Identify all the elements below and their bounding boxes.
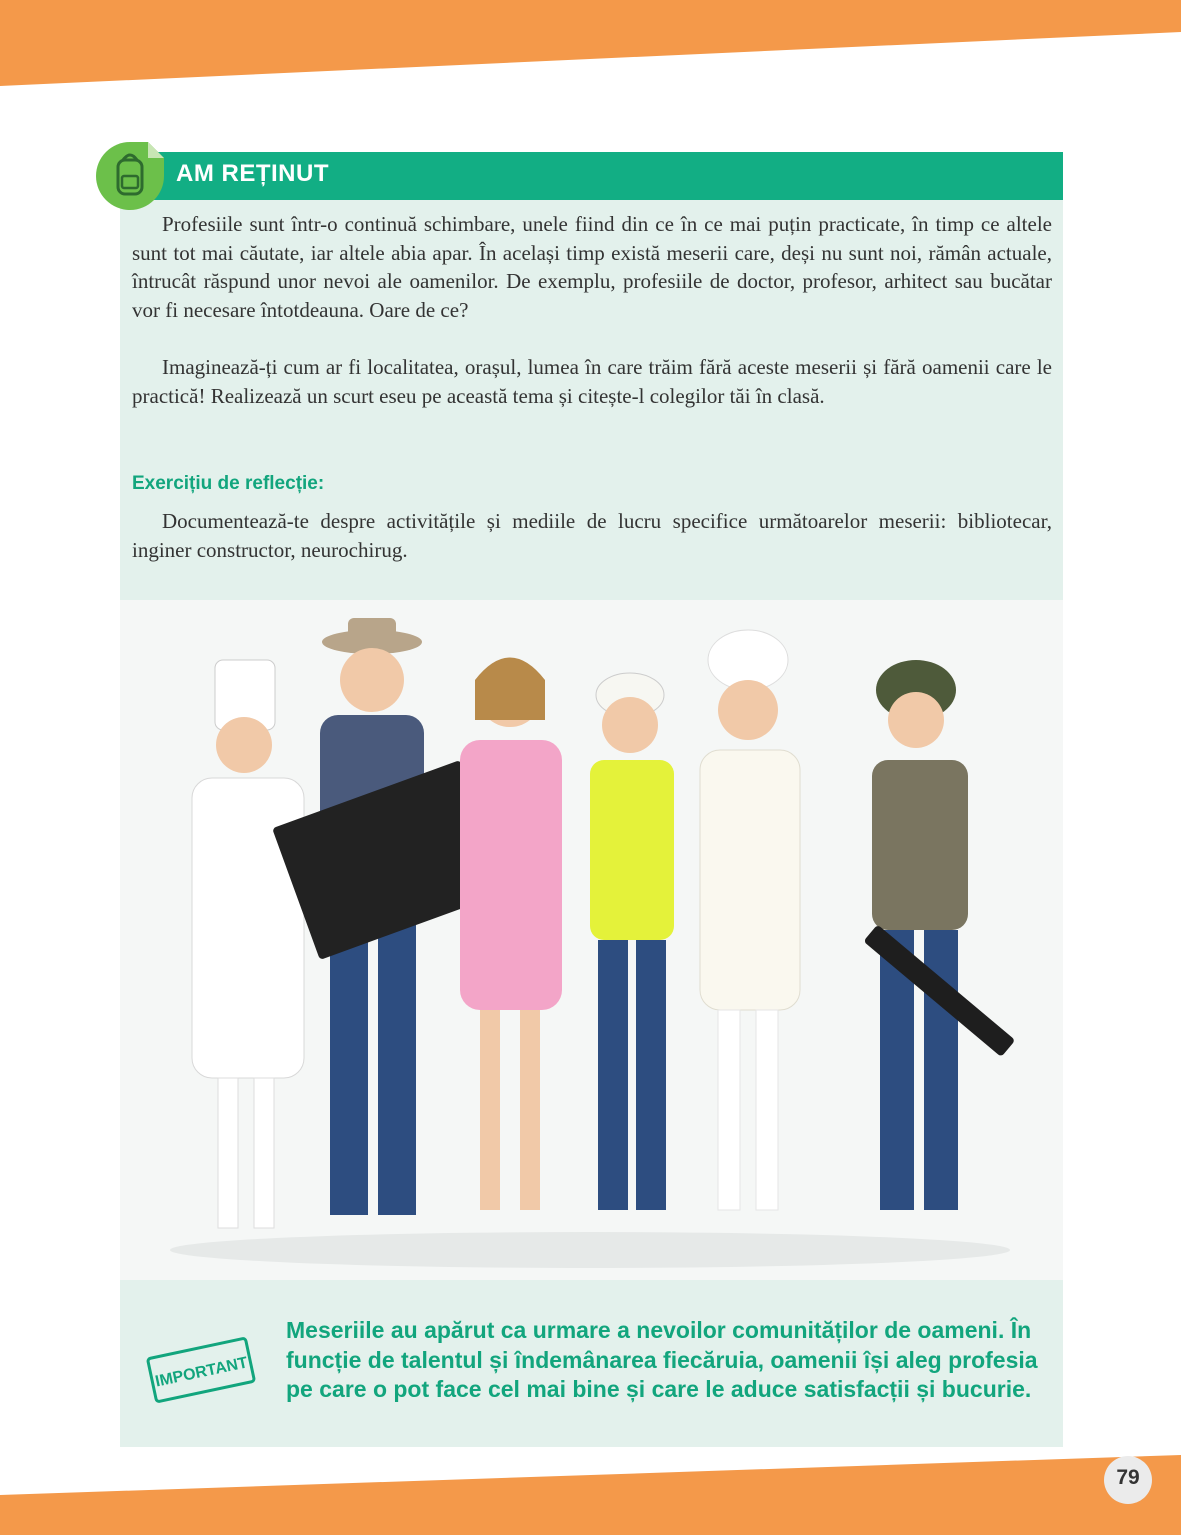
important-note: Meseriile au apărut ca urmare a nevoilor comunităților de oameni. În funcție de talentul și îndemânarea fiecăruia, oamenii își aleg profesia pe care o pot face cel mai bine și care le aduce satisfacții și bucurie. (286, 1317, 1038, 1402)
exercise-title: Exercițiu de reflecție: (132, 473, 325, 494)
top-orange-band (0, 0, 1181, 92)
paragraph-1: Profesiile sunt într-o continuă schimbare, unele fiind din ce în ce mai puțin practicate, în timp ce altele sunt tot mai căutate, iar altele abia apar. În același timp există meserii care, deși nu sunt noi, rămân actuale, întrucât răspund unor nevoi ale oamenilor. De exemplu, profesiile de doctor, profesor, arhitect sau bucătar vor fi necesare întotdeauna. Oare de ce? (132, 212, 1052, 322)
exercise-text: Documentează-te despre activitățile și mediile de lucru specifice următoarelor meserii: bibliotecar, inginer constructor, neurochirug. (132, 509, 1052, 562)
backpack-icon (90, 138, 170, 214)
paragraph-2: Imaginează-ți cum ar fi localitatea, orașul, lumea în care trăim fără aceste meserii și fără oamenii care le practică! Realizează un scurt eseu pe această tema și citește-l colegilor tăi în clasă. (132, 355, 1052, 408)
section-title: AM REȚINUT (176, 160, 329, 187)
bottom-orange-band (0, 1455, 1181, 1535)
page-number: 79 (1116, 1466, 1140, 1489)
svg-text:IMPORTANT: IMPORTANT (153, 1354, 250, 1391)
children-professions-photo (120, 600, 1063, 1280)
